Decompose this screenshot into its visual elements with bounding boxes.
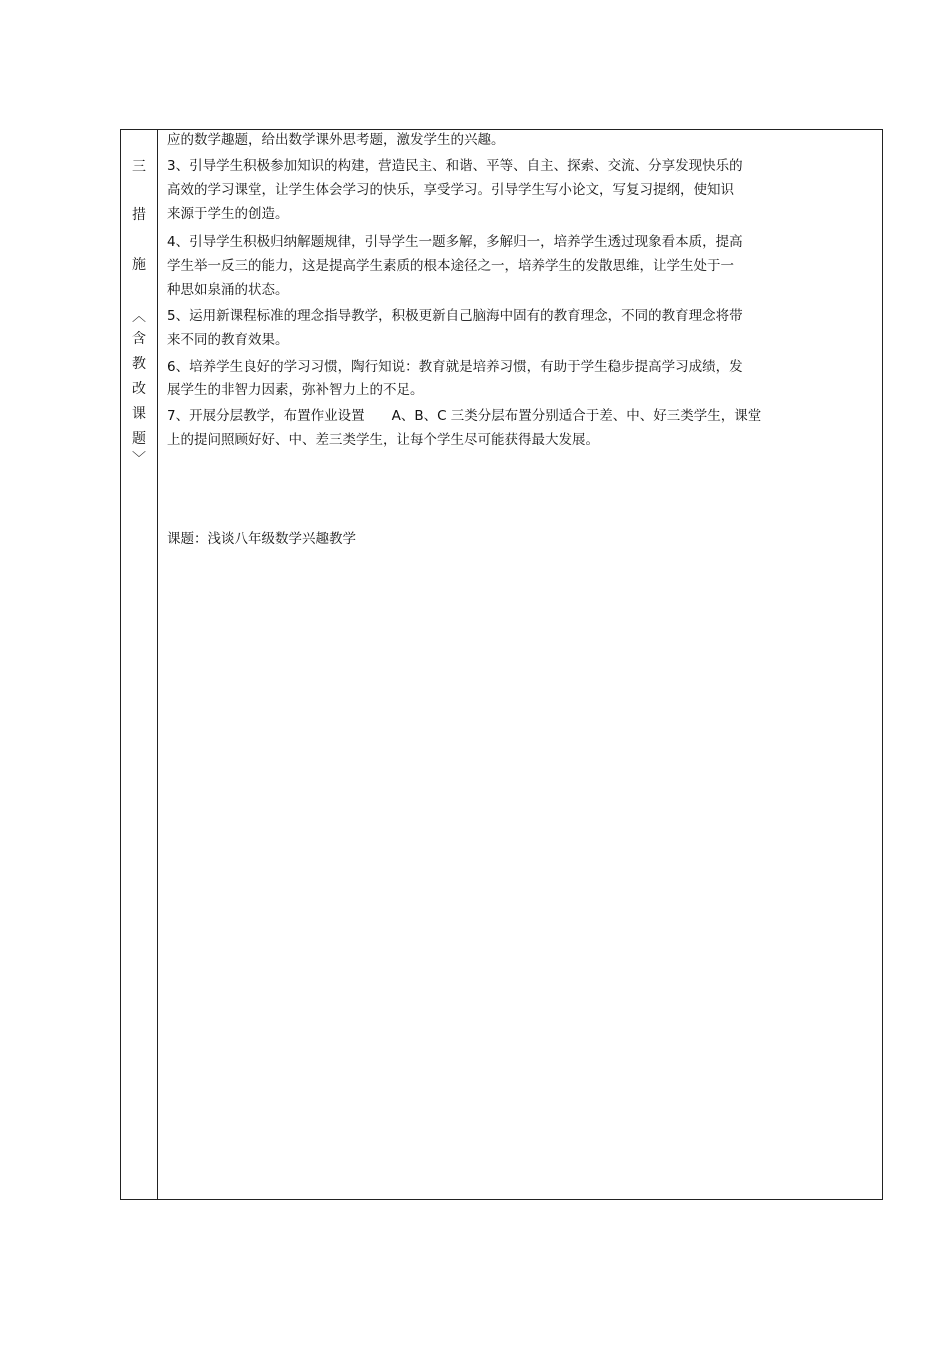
section-label-char: 改 (132, 381, 146, 397)
content-line: 4、引导学生积极归纳解题规律，引导学生一题多解，多解归一，培养学生透过现象看本质，提高 (167, 234, 743, 250)
topic-title: 课题：浅谈八年级数学兴趣教学 (167, 531, 356, 547)
section-label-char: 课 (132, 406, 146, 422)
content-line: 5、运用新课程标准的理念指导教学，积极更新自己脑海中固有的教育理念，不同的教育理念将带 (167, 308, 743, 324)
content-line: 7、开展分层教学，布置作业设置 A、B、C 三类分层布置分别适合于差、中、好三类学生，课堂 (167, 408, 762, 424)
section-label-char: 题 (132, 431, 146, 447)
content-line: 应的数学趣题，给出数学课外思考题，激发学生的兴趣。 (167, 132, 505, 148)
content-line: 来不同的教育效果。 (167, 332, 289, 348)
content-line: 学生举一反三的能力，这是提高学生素质的根本途径之一，培养学生的发散思维，让学生处于一 (167, 258, 734, 274)
section-label-char: 措 (132, 207, 146, 223)
content-line: 高效的学习课堂，让学生体会学习的快乐，享受学习。引导学生写小论文，写复习提纲，使知识 (167, 182, 734, 198)
content-line: 来源于学生的创造。 (167, 206, 289, 222)
section-label-char: 含 (132, 331, 146, 347)
content-line: 6、培养学生良好的学习习惯，陶行知说：教育就是培养习惯，有助于学生稳步提高学习成绩，发 (167, 359, 743, 375)
content-line: 3、引导学生积极参加知识的构建，营造民主、和谐、平等、自主、探索、交流、分享发现快乐的 (167, 158, 743, 174)
content-line: 上的提问照顾好好、中、差三类学生，让每个学生尽可能获得最大发展。 (167, 432, 599, 448)
section-label-char: ︿ (132, 309, 146, 325)
content-line: 展学生的非智力因素，弥补智力上的不足。 (167, 382, 424, 398)
section-label-char: 教 (132, 356, 146, 372)
plan-table (120, 129, 883, 1200)
section-label-char: 施 (132, 257, 146, 273)
content-line: 种思如泉涌的状态。 (167, 282, 289, 298)
section-label-char: ﹀ (132, 451, 146, 467)
section-label-char: 三 (132, 159, 146, 175)
section-label-column (121, 130, 158, 1199)
